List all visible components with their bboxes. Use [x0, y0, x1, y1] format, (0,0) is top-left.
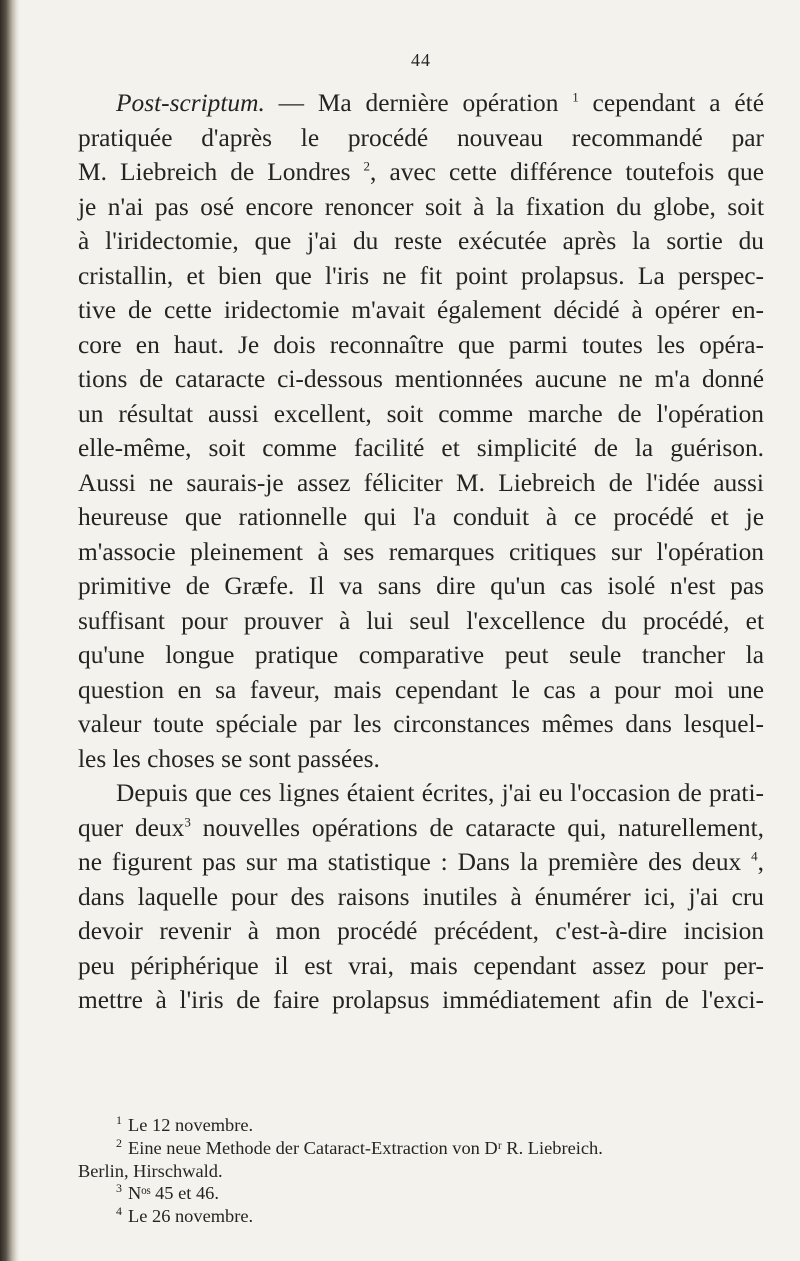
- footnote-text: Le 26 novembre.: [128, 1206, 254, 1227]
- footnote-text: Nᵒˢ 45 et 46.: [128, 1183, 219, 1204]
- footnote-ref-4: 4: [751, 848, 758, 864]
- text-line: m'associe pleinement à ses remarques critiques sur l'opération: [78, 537, 764, 566]
- text-line: un résultat aussi excellent, soit comme marche de l'opération: [78, 399, 764, 428]
- text-line: primitive de Græfe. Il va sans dire qu'un cas isolé n'est pas: [78, 572, 764, 600]
- text-line: à l'iridectomie, que j'ai du reste exécutée après la sortie du: [78, 227, 764, 255]
- text-line: je n'ai pas osé encore renoncer soit à la fixation du globe, soit: [78, 192, 764, 221]
- text-line: elle-même, soit comme facilité et simplicité de la guérison.: [78, 434, 764, 462]
- text-line: dans laquelle pour des raisons inutiles à énumérer ici, j'ai cru: [78, 882, 764, 911]
- footnote-number: 3: [116, 1181, 122, 1196]
- text-line: mettre à l'iris de faire prolapsus immédiatement afin de l'exci-: [78, 986, 764, 1014]
- text-line: tions de cataracte ci-dessous mentionnées aucune ne m'a donné: [78, 365, 764, 393]
- text-line: core en haut. Je dois reconnaître que parmi toutes les opéra-: [78, 330, 764, 359]
- text-line: tive de cette iridectomie m'avait également décidé à opérer en-: [78, 296, 764, 324]
- footnote-ref-1: 1: [572, 89, 579, 105]
- footnote-4: [78, 1205, 764, 1228]
- text-line: les les choses se sont passées.: [78, 744, 380, 773]
- footnote-number: 1: [116, 1112, 122, 1127]
- footnote-number: 2: [116, 1135, 122, 1150]
- text-line: Depuis que ces lignes étaient écrites, j'ai eu l'occasion de prati-: [116, 779, 764, 807]
- text-line: cristallin, et bien que l'iris ne fit point prolapsus. La perspec-: [78, 261, 764, 290]
- text-line: Aussi ne saurais-je assez féliciter M. Liebreich de l'idée aussi: [78, 468, 764, 497]
- footnote-number: 4: [116, 1204, 122, 1219]
- text-line: peu périphérique il est vrai, mais cependant assez pour per-: [78, 951, 764, 980]
- page-number: 44: [411, 50, 431, 70]
- text-line: qu'une longue pratique comparative peut seule trancher la: [78, 641, 764, 669]
- post-scriptum-label: Post-scriptum.: [116, 89, 265, 117]
- text-line: quer deux$^3$ nouvelles opérations de cataracte qui, naturellement,: [78, 813, 764, 842]
- footnotes: [78, 1114, 764, 1228]
- footnote-text: Eine neue Methode der Cataract-Extraction von Dʳ R. Liebreich.: [128, 1137, 603, 1158]
- text-line: devoir revenir à mon procédé précédent, c'est-à-dire incision: [78, 917, 764, 945]
- page-binding-edge: [0, 0, 20, 1261]
- text-line: Post-scriptum. — Ma dernière opération $^1$ cependant a été: [116, 89, 764, 117]
- footnote-2-continuation: Berlin, Hirschwald.: [78, 1160, 223, 1181]
- footnote-ref-3: 3: [184, 814, 191, 830]
- footnote-3: [78, 1182, 764, 1205]
- body-text: [78, 86, 764, 1018]
- text-line: M. Liebreich de Londres $^2$, avec cette différence toutefois que: [78, 158, 764, 186]
- text-line: pratiquée d'après le procédé nouveau recommandé par: [78, 123, 764, 152]
- footnote-1: [78, 1114, 764, 1137]
- text-line: suffisant pour prouver à lui seul l'excellence du procédé, et: [78, 606, 764, 635]
- footnote-2: [78, 1137, 764, 1160]
- footnote-text: Le 12 novembre.: [128, 1115, 254, 1135]
- footnote-ref-2: 2: [363, 158, 371, 174]
- text-line: ne figurent pas sur ma statistique : Dans la première des deux $^4$,: [78, 848, 764, 876]
- text-line: valeur toute spéciale par les circonstances mêmes dans lesquel-: [78, 710, 764, 738]
- text-line: question en sa faveur, mais cependant le cas a pour moi une: [78, 675, 764, 704]
- text-line: heureuse que rationnelle qui l'a conduit à ce procédé et je: [78, 503, 764, 531]
